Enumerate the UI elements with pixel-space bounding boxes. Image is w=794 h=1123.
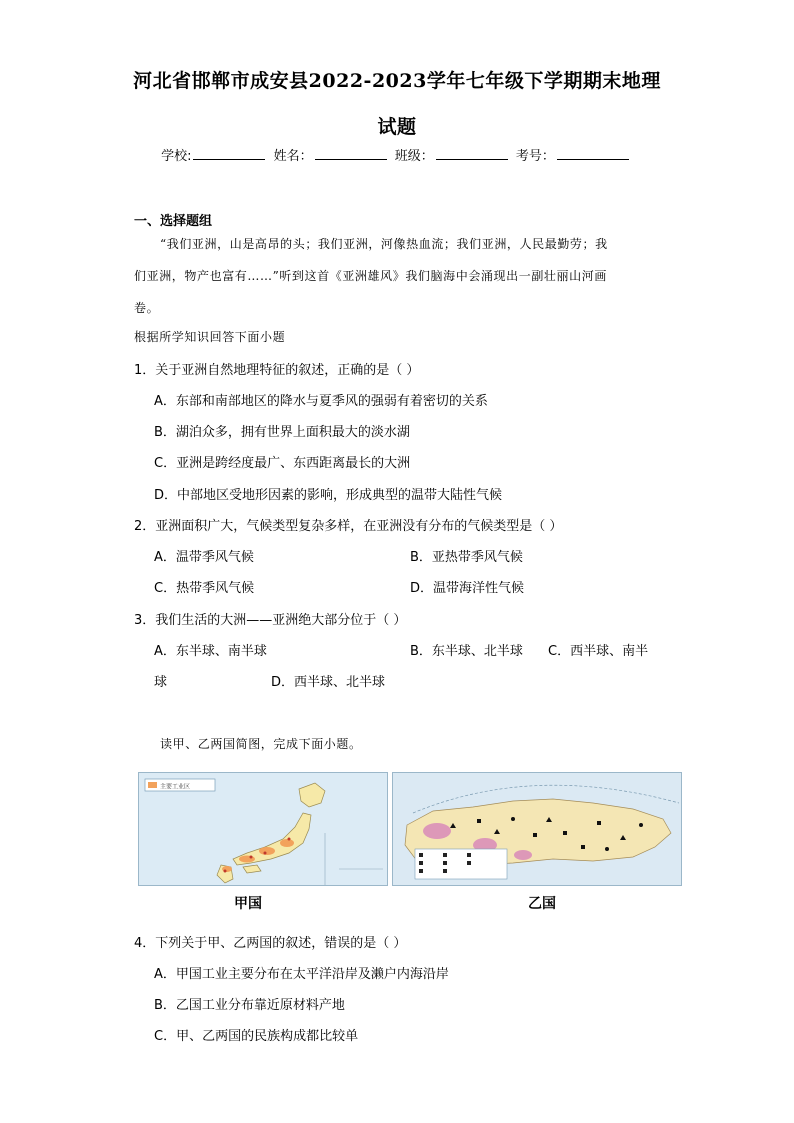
figure-yi-map [392, 772, 682, 886]
question-2-stem: 2．亚洲面积广大，气候类型复杂多样，在亚洲没有分布的气候类型是（ ） [134, 519, 563, 534]
passage-line: “我们亚洲，山是高昂的头；我们亚洲，河像热血流；我们亚洲，人民最勤劳；我 [160, 237, 608, 251]
question-1-option-c[interactable]: C．亚洲是跨经度最广、东西距离最长的大洲 [154, 456, 411, 471]
name-blank[interactable] [315, 147, 387, 160]
exam-title-line2: 试题 [377, 116, 417, 138]
exam-title-line1: 河北省邯郸市成安县2022-2023学年七年级下学期期末地理 [133, 70, 661, 92]
question-2-option-a[interactable]: A．温带季风气候 [154, 550, 254, 565]
question-2-option-c[interactable]: C．热带季风气候 [154, 581, 255, 596]
question-3-option-a[interactable]: A．东半球、南半球 [154, 644, 267, 659]
japan-legend-label: 主要工业区 [160, 783, 191, 791]
japan-map-image [139, 773, 387, 885]
exam-no-label: 考号： [515, 149, 555, 164]
figure-jia-map [138, 772, 388, 886]
question-4-option-b[interactable]: B．乙国工业分布靠近原材料产地 [154, 998, 345, 1013]
instruction-text: 根据所学知识回答下面小题 [134, 330, 286, 344]
question-3-option-b[interactable]: B．东半球、北半球 [410, 644, 523, 659]
figure-intro: 读甲、乙两国简图，完成下面小题。 [160, 737, 362, 751]
class-label: 班级： [394, 149, 434, 164]
school-label: 学校: [161, 149, 192, 164]
question-4-stem: 4．下列关于甲、乙两国的叙述，错误的是（ ） [134, 936, 407, 951]
question-3-stem: 3．我们生活的大洲——亚洲绝大部分位于（ ） [134, 613, 407, 628]
question-4-option-c[interactable]: C．甲、乙两国的民族构成都比较单 [154, 1029, 359, 1044]
name-label: 姓名： [273, 149, 313, 164]
question-4-option-a[interactable]: A．甲国工业主要分布在太平洋沿岸及濑户内海沿岸 [154, 967, 449, 982]
question-1-option-d[interactable]: D．中部地区受地形因素的影响，形成典型的温带大陆性气候 [154, 488, 503, 503]
question-2-option-d[interactable]: D．温带海洋性气候 [410, 581, 525, 596]
student-info-line [0, 145, 794, 164]
question-1-stem: 1．关于亚洲自然地理特征的叙述，正确的是（ ） [134, 363, 420, 378]
section-heading: 一、选择题组 [134, 214, 213, 229]
question-3-option-c-wrap[interactable]: 球 [154, 675, 168, 690]
question-1-option-b[interactable]: B．湖泊众多，拥有世界上面积最大的淡水湖 [154, 425, 410, 440]
class-blank[interactable] [436, 147, 508, 160]
question-1-option-a[interactable]: A．东部和南部地区的降水与夏季风的强弱有着密切的关系 [154, 394, 488, 409]
question-2-option-b[interactable]: B．亚热带季风气候 [410, 550, 523, 565]
figure-jia-caption: 甲国 [234, 896, 262, 912]
question-3-option-c[interactable]: C．西半球、南半 [548, 644, 649, 659]
passage-line: 们亚洲，物产也富有……”听到这首《亚洲雄风》我们脑海中会涌现出一副壮丽山河画 [134, 269, 607, 283]
russia-map-image [393, 773, 681, 885]
school-blank[interactable] [193, 147, 265, 160]
passage-line: 卷。 [134, 301, 160, 315]
exam-no-blank[interactable] [557, 147, 629, 160]
figure-yi-caption: 乙国 [528, 896, 556, 912]
question-3-option-d[interactable]: D．西半球、北半球 [271, 675, 386, 690]
